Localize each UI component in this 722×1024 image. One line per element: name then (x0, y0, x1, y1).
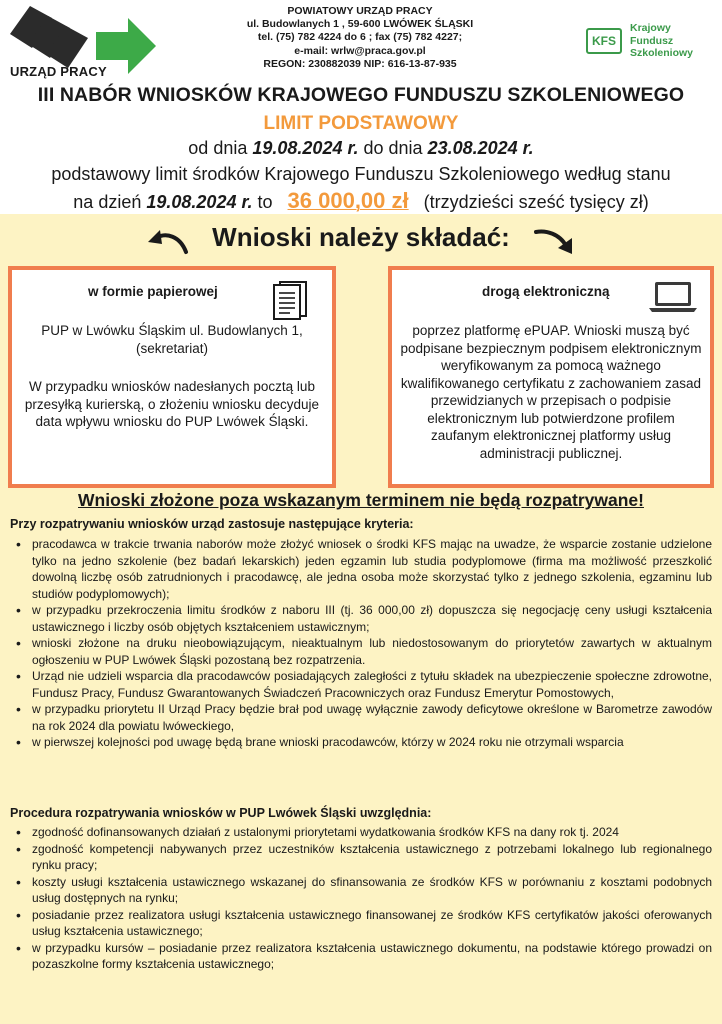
list-item: • w przypadku kursów – posiadanie przez realizatora kształcenia ustawicznego dokumentu, na podstawie którego prowadzi on pozaszkolne formy kształcenia ustawicznego; (32, 940, 712, 973)
laptop-icon (648, 280, 698, 314)
date-to: 23.08.2024 r. (427, 138, 534, 158)
paper-card-address: PUP w Lwówku Śląskim ul. Budowlanych 1, (sekretariat) (41, 323, 303, 356)
kfs-badge: KFS (586, 28, 622, 54)
list-item: • posiadanie przez realizatora usługi kształcenia ustawicznego finansowanej ze środków KFS certyfikatów jakości oferowanych usług kształcenia ustawicznego; (32, 907, 712, 940)
dates-middle: do dnia (363, 138, 423, 158)
date-from: 19.08.2024 r. (252, 138, 359, 158)
dates-prefix: od dnia (188, 138, 248, 158)
kfs-name (630, 22, 693, 60)
electronic-card-text: poprzez platformę ePUAP. Wnioski muszą być podpisane bezpiecznym podpisem elektronicznym weryfikowanym za pomocą ważnego kwalifikowanego certyfikatu z zachowaniem zasad przewidzianych w przepisach o podpisie elektronicznym lub potwierdzone profilem zaufanym elektronicznej platformy usług administracji publicznej. (400, 323, 702, 461)
paper-card-note: W przypadku wniosków nadesłanych pocztą lub przesyłką kurierską, o złożeniu wniosku decyduje data wpływu wniosku do PUP Lwówek Śląski. (24, 379, 320, 429)
list-item: • zgodność dofinansowanych działań z ustalonymi priorytetami wydatkowania środków KFS na dany rok tj. 2024 (32, 824, 712, 841)
logo-text: URZĄD PRACY (10, 64, 107, 79)
apply-heading: Wnioski należy składać: (212, 222, 510, 252)
paper-submission-card (8, 266, 336, 488)
main-title: III NABÓR WNIOSKÓW KRAJOWEGO FUNDUSZU SZKOLENIOWEGO (37, 84, 685, 106)
list-item: • koszty usługi kształcenia ustawicznego wskazanej do sfinansowania ze środków KFS w porównaniu z kosztami podobnych usług dostępnych na rynku; (32, 874, 712, 907)
procedure-title: Procedura rozpatrywania wniosków w PUP Lwówek Śląski uwzględnia: (10, 806, 432, 820)
paper-card-title: w formie papierowej (88, 284, 218, 299)
list-item: • Urząd nie udzieli wsparcia dla pracodawców posiadających zaległości z tytułu składek na ubezpieczenie społeczne zdrowotne, Fundusz Pracy, Fundusz Gwarantowanych Świadczeń Pracowniczych oraz Fundusz Emerytur Pomostowych, (32, 668, 712, 701)
list-item: • w przypadku przekroczenia limitu środków z naboru III (tj. 36 000,00 zł) dopuszcza się negocjację ceny usługi kształcenia ustawicznego i liczby osób objętych kształceniem ustawicznym; (32, 602, 712, 635)
deadline-warning: Wnioski złożone poza wskazanym terminem nie będą rozpatrywane! (78, 490, 644, 510)
limit-date: 19.08.2024 r. (146, 192, 253, 212)
limit-description: podstawowy limit środków Krajowego Funduszu Szkoleniowego według stanu (51, 164, 671, 184)
electronic-submission-card (388, 266, 714, 488)
curved-arrow-right-icon (532, 226, 578, 256)
header (0, 0, 722, 84)
office-email: e-mail: wrlw@praca.gov.pl (294, 44, 426, 57)
procedure-list (12, 824, 712, 973)
limit-amount-words: (trzydzieści sześć tysięcy zł) (423, 192, 649, 212)
kfs-logo (586, 22, 716, 62)
list-item: • w przypadku priorytetu II Urząd Pracy będzie brał pod uwagę wyłącznie zawody deficytowe określone w Barometrze zawodów na rok 2024 dla powiatu lwóweckiego, (32, 701, 712, 734)
list-item: • w pierwszej kolejności pod uwagę będą brane wnioski pracodawców, którzy w 2024 roku nie otrzymali wsparcia (32, 734, 712, 751)
limit-to: to (257, 192, 273, 212)
kfs-line-3: Szkoleniowy (630, 47, 694, 59)
limit-prefix: na dzień (73, 192, 142, 212)
subtitle: LIMIT PODSTAWOWY (263, 113, 459, 134)
date-range (0, 138, 722, 159)
kfs-line-1: Krajowy (630, 22, 671, 34)
criteria-list (12, 536, 712, 751)
list-item: • zgodność kompetencji nabywanych przez uczestników kształcenia ustawicznego z potrzebami lokalnego lub regionalnego rynku pracy; (32, 841, 712, 874)
limit-amount-line (0, 188, 722, 214)
kfs-line-2: Fundusz (630, 34, 674, 47)
office-name: POWIATOWY URZĄD PRACY (287, 5, 433, 17)
list-item: • pracodawca w trakcie trwania naborów może złożyć wniosek o środki KFS mając na uwadze, że wsparcie zostanie udzielone tylko na jedno szkolenie (bez badań lekarskich) jeden egzamin lub studia podyplomowe (firma ma możliwość przeszkolić dowolną liczbę osób zatrudnionych i pracodawcę, ale jedna osoba może skorzystać tylko z jednego szkolenia, egzaminu lub studiów podyplomowych); (32, 536, 712, 602)
office-regon-nip: REGON: 230882039 NIP: 616-13-87-935 (263, 57, 457, 70)
document-icon (266, 280, 310, 320)
list-item: • wnioski złożone na druku nieobowiązującym, nieaktualnym lub niedostosowanym do priorytetów zawartych w aktualnym ogłoszeniu w PUP Lwówek Śląski pozostaną bez rozpatrzenia. (32, 635, 712, 668)
limit-amount: 36 000,00 zł (287, 188, 409, 213)
electronic-card-title: drogą elektroniczną (482, 284, 610, 299)
criteria-title: Przy rozpatrywaniu wniosków urząd zastosuje następujące kryteria: (10, 517, 414, 531)
office-phone: tel. (75) 782 4224 do 6 ; fax (75) 782 4227; (257, 31, 463, 44)
office-address: ul. Budowlanych 1 , 59-600 LWÓWEK ŚLĄSKI (246, 18, 474, 31)
office-contact (200, 5, 520, 71)
